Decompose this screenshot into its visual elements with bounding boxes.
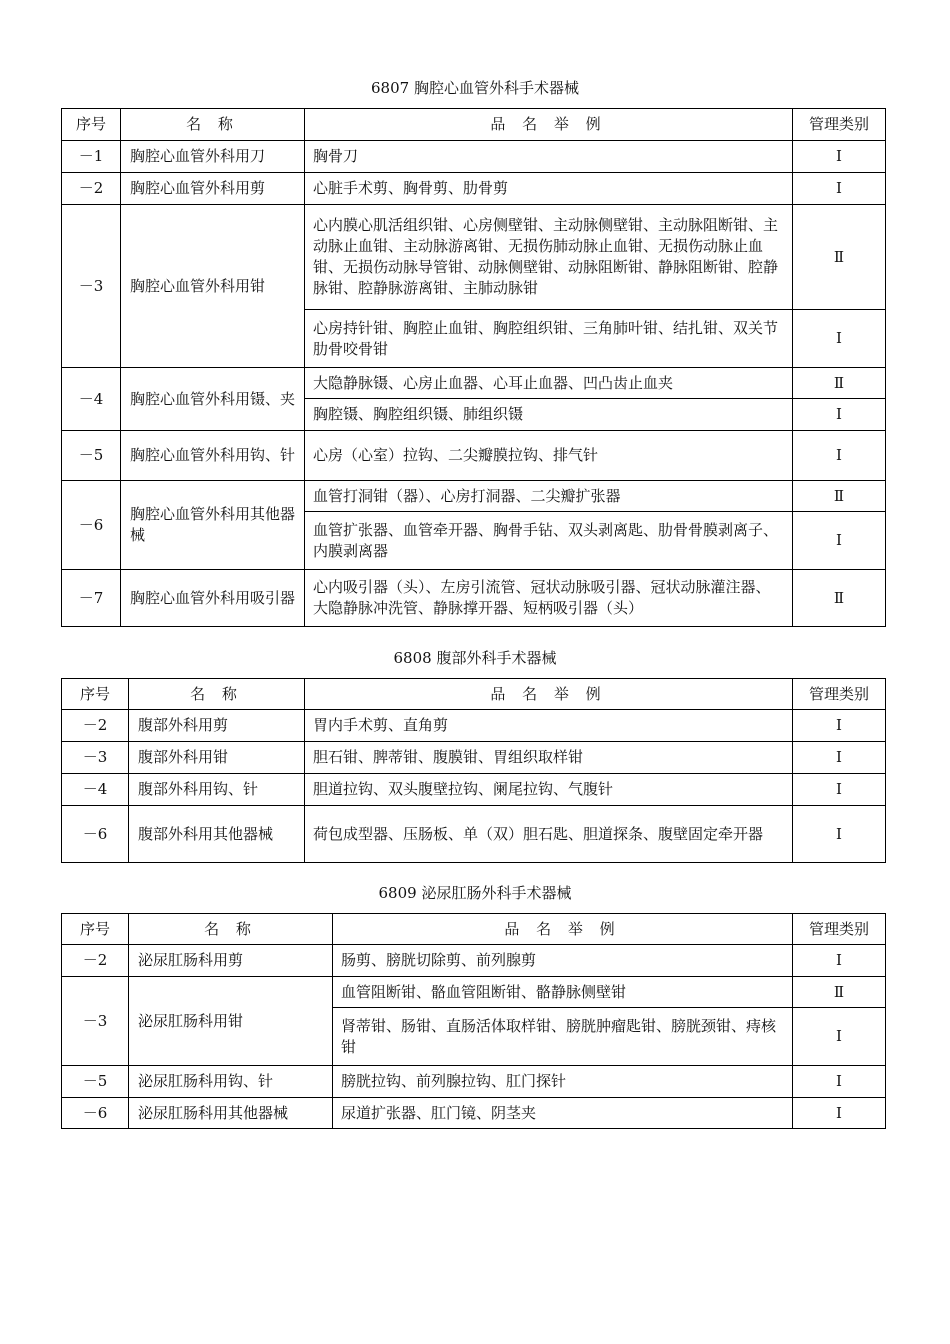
row-examples: 心内吸引器（头）、左房引流管、冠状动脉吸引器、冠状动脉灌注器、大隐静脉冲洗管、静脉撑开器、短柄吸引器（头） bbox=[305, 570, 793, 627]
row-name: 腹部外科用钳 bbox=[129, 742, 305, 774]
table-row bbox=[62, 141, 886, 173]
row-name: 泌尿肛肠科用钩、针 bbox=[129, 1066, 333, 1098]
table-row bbox=[62, 368, 886, 399]
row-class: Ⅰ bbox=[793, 710, 886, 742]
row-class: Ⅰ bbox=[793, 806, 886, 863]
row-class: Ⅰ bbox=[793, 173, 886, 205]
table-row bbox=[62, 742, 886, 774]
row-name: 胸腔心血管外科用剪 bbox=[121, 173, 305, 205]
table-row bbox=[62, 806, 886, 863]
header-name: 名 称 bbox=[129, 679, 305, 710]
row-no: －2 bbox=[62, 710, 129, 742]
header-no: 序号 bbox=[62, 109, 121, 141]
row-class: Ⅰ bbox=[793, 512, 886, 570]
header-no: 序号 bbox=[62, 679, 129, 710]
header-examples: 品 名 举 例 bbox=[305, 679, 793, 710]
row-examples: 血管阻断钳、骼血管阻断钳、骼静脉侧壁钳 bbox=[333, 977, 793, 1008]
row-class: Ⅱ bbox=[793, 977, 886, 1008]
table-row bbox=[62, 1098, 886, 1129]
row-no: －4 bbox=[62, 774, 129, 806]
row-name: 泌尿肛肠科用钳 bbox=[129, 977, 333, 1066]
row-class: Ⅰ bbox=[793, 310, 886, 368]
table-row bbox=[62, 945, 886, 977]
table-row bbox=[62, 710, 886, 742]
header-name: 名 称 bbox=[129, 914, 333, 945]
section-title-6809: 6809 泌尿肛肠外科手术器械 bbox=[378, 884, 572, 902]
table-6807 bbox=[61, 108, 886, 627]
row-no: －6 bbox=[62, 481, 121, 570]
row-class: Ⅰ bbox=[793, 742, 886, 774]
row-no: －2 bbox=[62, 173, 121, 205]
header-name: 名 称 bbox=[121, 109, 305, 141]
row-class: Ⅱ bbox=[793, 368, 886, 399]
row-class: Ⅱ bbox=[793, 570, 886, 627]
row-name: 泌尿肛肠科用剪 bbox=[129, 945, 333, 977]
row-no: －1 bbox=[62, 141, 121, 173]
row-class: Ⅰ bbox=[793, 399, 886, 431]
row-no: －3 bbox=[62, 977, 129, 1066]
row-no: －2 bbox=[62, 945, 129, 977]
row-examples: 胸骨刀 bbox=[305, 141, 793, 173]
row-name: 腹部外科用钩、针 bbox=[129, 774, 305, 806]
row-no: －3 bbox=[62, 742, 129, 774]
row-examples: 胸腔镊、胸腔组织镊、肺组织镊 bbox=[305, 399, 793, 431]
row-no: －7 bbox=[62, 570, 121, 627]
row-name: 腹部外科用剪 bbox=[129, 710, 305, 742]
row-name: 胸腔心血管外科用镊、夹 bbox=[121, 368, 305, 431]
row-examples: 心房（心室）拉钩、二尖瓣膜拉钩、排气针 bbox=[305, 431, 793, 481]
table-row bbox=[62, 431, 886, 481]
row-examples: 心脏手术剪、胸骨剪、肋骨剪 bbox=[305, 173, 793, 205]
row-name: 胸腔心血管外科用其他器械 bbox=[121, 481, 305, 570]
row-no: －3 bbox=[62, 205, 121, 368]
row-examples: 心内膜心肌活组织钳、心房侧壁钳、主动脉侧壁钳、主动脉阻断钳、主动脉止血钳、主动脉游离钳、无损伤肺动脉止血钳、无损伤动脉止血钳、无损伤动脉导管钳、动脉侧壁钳、动脉阻断钳、静脉阻断钳、腔静脉钳、腔静脉游离钳、主肺动脉钳 bbox=[305, 205, 793, 310]
header-no: 序号 bbox=[62, 914, 129, 945]
row-no: －5 bbox=[62, 431, 121, 481]
row-name: 胸腔心血管外科用钩、针 bbox=[121, 431, 305, 481]
row-examples: 肾蒂钳、肠钳、直肠活体取样钳、膀胱肿瘤匙钳、膀胱颈钳、痔核钳 bbox=[333, 1008, 793, 1066]
row-name: 胸腔心血管外科用刀 bbox=[121, 141, 305, 173]
table-row bbox=[62, 205, 886, 310]
table-row bbox=[62, 570, 886, 627]
row-class: Ⅰ bbox=[793, 141, 886, 173]
section-title-6808: 6808 腹部外科手术器械 bbox=[393, 649, 557, 667]
row-no: －5 bbox=[62, 1066, 129, 1098]
row-class: Ⅰ bbox=[793, 774, 886, 806]
row-examples: 心房持针钳、胸腔止血钳、胸腔组织钳、三角肺叶钳、结扎钳、双关节肋骨咬骨钳 bbox=[305, 310, 793, 368]
row-name: 胸腔心血管外科用吸引器 bbox=[121, 570, 305, 627]
table-6808 bbox=[61, 678, 886, 863]
table-6809 bbox=[61, 913, 886, 1129]
row-class: Ⅰ bbox=[793, 1066, 886, 1098]
row-examples: 大隐静脉镊、心房止血器、心耳止血器、凹凸齿止血夹 bbox=[305, 368, 793, 399]
header-examples: 品 名 举 例 bbox=[333, 914, 793, 945]
table-header-row bbox=[62, 679, 886, 710]
table-header-row bbox=[62, 109, 886, 141]
row-examples: 荷包成型器、压肠板、单（双）胆石匙、胆道探条、腹壁固定牵开器 bbox=[305, 806, 793, 863]
header-examples: 品 名 举 例 bbox=[305, 109, 793, 141]
row-class: Ⅱ bbox=[793, 205, 886, 310]
row-name: 胸腔心血管外科用钳 bbox=[121, 205, 305, 368]
row-no: －4 bbox=[62, 368, 121, 431]
table-row bbox=[62, 1066, 886, 1098]
row-examples: 肠剪、膀胱切除剪、前列腺剪 bbox=[333, 945, 793, 977]
table-row bbox=[62, 173, 886, 205]
row-examples: 尿道扩张器、肛门镜、阴茎夹 bbox=[333, 1098, 793, 1129]
table-row bbox=[62, 977, 886, 1008]
row-class: Ⅰ bbox=[793, 431, 886, 481]
row-name: 腹部外科用其他器械 bbox=[129, 806, 305, 863]
row-examples: 胆道拉钩、双头腹壁拉钩、阑尾拉钩、气腹针 bbox=[305, 774, 793, 806]
row-name: 泌尿肛肠科用其他器械 bbox=[129, 1098, 333, 1129]
row-examples: 胃内手术剪、直角剪 bbox=[305, 710, 793, 742]
header-class: 管理类别 bbox=[793, 109, 886, 141]
row-class: Ⅱ bbox=[793, 481, 886, 512]
table-row bbox=[62, 774, 886, 806]
table-row bbox=[62, 481, 886, 512]
row-no: －6 bbox=[62, 806, 129, 863]
table-header-row bbox=[62, 914, 886, 945]
row-no: －6 bbox=[62, 1098, 129, 1129]
header-class: 管理类别 bbox=[793, 914, 886, 945]
row-examples: 胆石钳、脾蒂钳、腹膜钳、胃组织取样钳 bbox=[305, 742, 793, 774]
row-class: Ⅰ bbox=[793, 1008, 886, 1066]
row-examples: 膀胱拉钩、前列腺拉钩、肛门探针 bbox=[333, 1066, 793, 1098]
section-title-6807: 6807 胸腔心血管外科手术器械 bbox=[371, 79, 579, 97]
row-class: Ⅰ bbox=[793, 1098, 886, 1129]
row-class: Ⅰ bbox=[793, 945, 886, 977]
row-examples: 血管打洞钳（器）、心房打洞器、二尖瓣扩张器 bbox=[305, 481, 793, 512]
header-class: 管理类别 bbox=[793, 679, 886, 710]
row-examples: 血管扩张器、血管牵开器、胸骨手钻、双头剥离匙、肋骨骨膜剥离子、内膜剥离器 bbox=[305, 512, 793, 570]
